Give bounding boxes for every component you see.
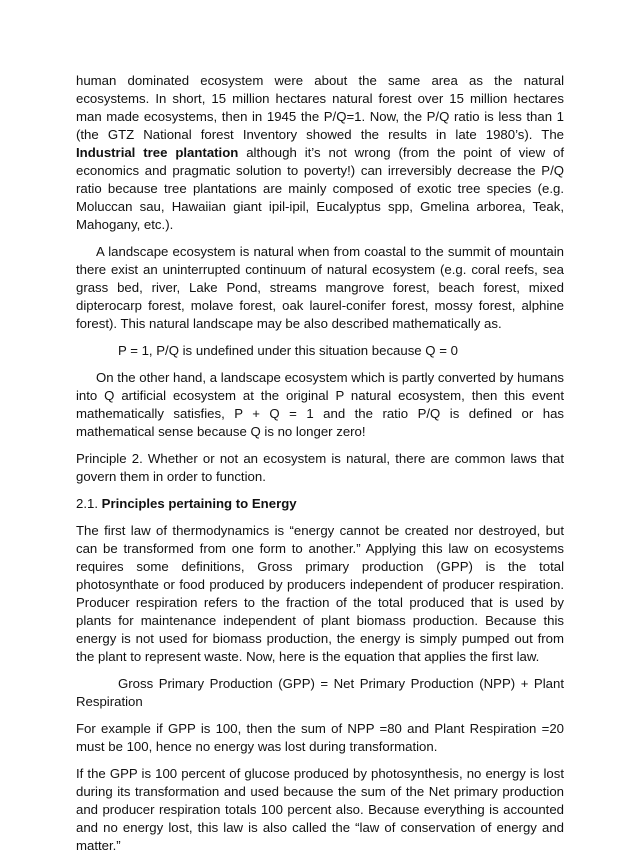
paragraph-conservation-law: If the GPP is 100 percent of glucose produced by photosynthesis, no energy is lost during its transformation and used because the sum of the Net primary production and producer respiration totals 100 percent also. Because everything is accounted and no energy lost, this law is also called the “law of conservation of energy and matter.” [76,766,564,853]
paragraph-text: human dominated ecosystem were about the same area as the natural ecosystems. In short, 15 million hectares natural forest over 15 million hectares man made ecosystems, then in 1945 the P/Q=1. Now, the P/Q ratio is less than 1 (the GTZ National forest Inventory showed the results in late 1980’s). The [76,73,564,142]
section-number: 2.1. [76,496,102,511]
paragraph-landscape-natural: A landscape ecosystem is natural when from coastal to the summit of mountain there exist an uninterrupted continuum of natural ecosystem (e.g. coral reefs, sea grass bed, river, Lake Pond, streams mangrove forest, beach forest, mixed dipterocarp forest, molave forest, oak laurel-conifer forest, mossy forest, alphine forest). This natural landscape may be also described mathematically as. [76,244,564,331]
paragraph-landscape-converted: On the other hand, a landscape ecosystem which is partly converted by humans into Q artificial ecosystem at the original P natural ecosystem, then this event mathematically satisfies, P + Q = 1 and the ratio P/Q is defined or has mathematical sense because Q is no longer zero! [76,370,564,439]
page-content [76,72,564,864]
section-heading [76,495,564,513]
paragraph-gpp-example: For example if GPP is 100, then the sum of NPP =80 and Plant Respiration =20 must be 100, hence no energy was lost during transformation. [76,721,564,754]
paragraph-ecosystem-ratio [76,72,564,234]
paragraph-principle-2: Principle 2. Whether or not an ecosystem is natural, there are common laws that govern them in order to function. [76,451,564,484]
section-title: Principles pertaining to Energy [101,496,297,511]
bold-term-industrial-tree-plantation: Industrial tree plantation [76,145,239,160]
equation-gpp: Gross Primary Production (GPP) = Net Primary Production (NPP) + Plant Respiration [76,676,564,709]
paragraph-text: although it’s not wrong (from the point of view of economics and pragmatic solution to poverty!) can irreversibly decrease the P/Q ratio because tree plantations are mainly composed of exotic tree species (e.g. Moluccan sau, Hawaiian giant ipil-ipil, Eucalyptus spp, Gmelina arborea, Teak, Mahogany, etc.). [76,145,564,232]
equation-natural-landscape: P = 1, P/Q is undefined under this situation because Q = 0 [118,343,458,358]
paragraph-first-law: The first law of thermodynamics is “energy cannot be created nor destroyed, but can be transformed from one form to another.” Applying this law on ecosystems requires some definitions, Gross primary production (GPP) is the total photosynthate or food produced by producers independent of producer respiration. Producer respiration refers to the fraction of the total produced that is used by plants for maintenance independent of plant biomass production. Because this energy is not used for biomass production, the energy is simply pumped out from the plant to represent waste. Now, here is the equation that applies the first law. [76,523,564,664]
